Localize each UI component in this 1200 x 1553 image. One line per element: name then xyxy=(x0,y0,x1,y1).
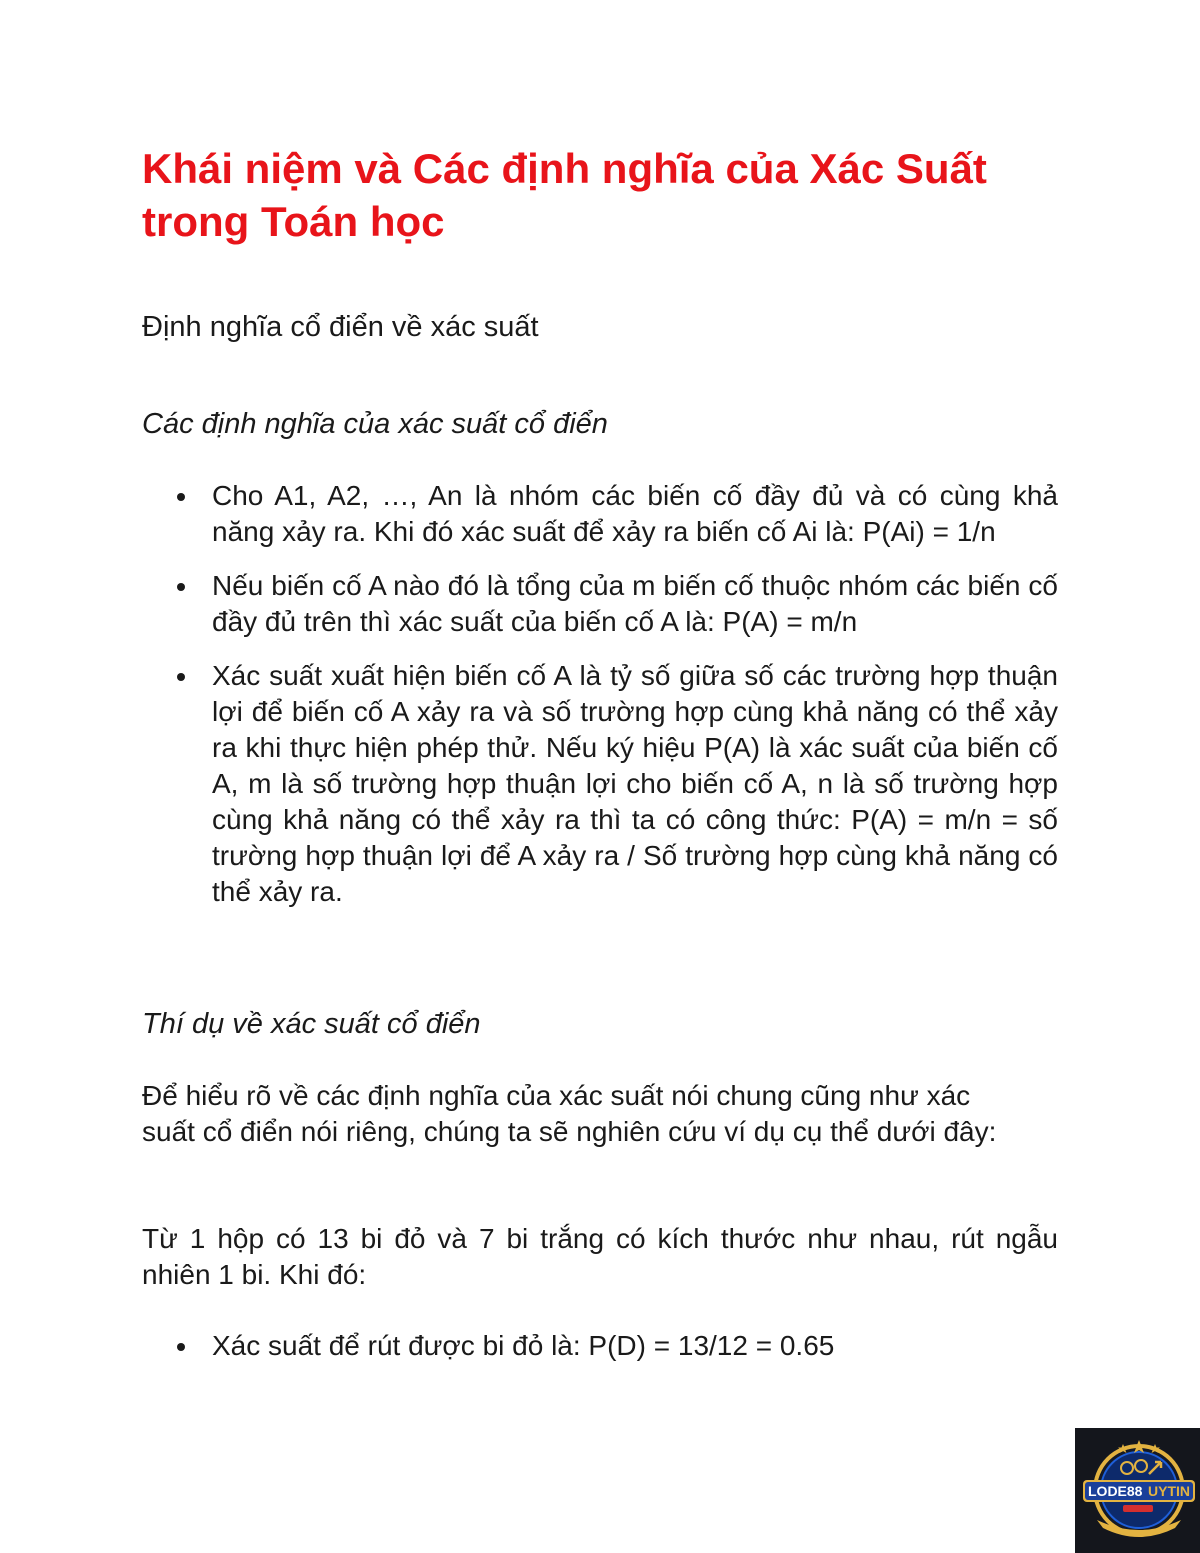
list-item-text: Xác suất xuất hiện biến cố A là tỷ số giữa số các trường hợp thuận lợi để biến cố A xảy ra và số trường hợp cùng khả năng có thể xảy ra khi thực hiện phép thử. Nếu ký hiệu P(A) là xác suất của biến cố A, m là số trường hợp thuận lợi cho biến cố A, n là số trường hợp cùng khả năng có thể xảy ra thì ta có công thức: P(A) = m/n = số trường hợp thuận lợi để A xảy ra / Số trường hợp cùng khả năng có thể xảy ra. xyxy=(212,660,1058,907)
list-item xyxy=(142,478,1058,550)
example-list xyxy=(142,1328,1058,1364)
section-heading-definitions: Các định nghĩa của xác suất cổ điển xyxy=(142,408,608,440)
list-item xyxy=(142,1328,1058,1364)
document-subtitle: Định nghĩa cổ điển về xác suất xyxy=(142,311,539,343)
list-item xyxy=(142,658,1058,910)
lode88uytin-logo xyxy=(1075,1428,1200,1553)
lode88uytin-logo-badge-icon xyxy=(1075,1428,1200,1553)
list-item-text: Nếu biến cố A nào đó là tổng của m biến cố thuộc nhóm các biến cố đầy đủ trên thì xác suất của biến cố A là: P(A) = m/n xyxy=(212,570,1058,637)
bullet-icon xyxy=(177,1343,185,1351)
logo-text-accent: UYTIN xyxy=(1148,1483,1190,1499)
section-heading-example: Thí dụ về xác suất cổ điển xyxy=(142,1008,481,1040)
list-item xyxy=(142,568,1058,640)
logo-text-main: LODE88 xyxy=(1088,1483,1143,1499)
bullet-icon xyxy=(177,673,185,681)
list-item-text: Cho A1, A2, …, An là nhóm các biến cố đầy đủ và có cùng khả năng xảy ra. Khi đó xác suất để xảy ra biến cố Ai là: P(Ai) = 1/n xyxy=(212,480,1058,547)
bullet-icon xyxy=(177,583,185,591)
definitions-list xyxy=(142,478,1058,910)
example-setup-paragraph: Từ 1 hộp có 13 bi đỏ và 7 bi trắng có kích thước như nhau, rút ngẫu nhiên 1 bi. Khi đó: xyxy=(142,1223,1058,1290)
bullet-icon xyxy=(177,493,185,501)
list-item-text: Xác suất để rút được bi đỏ là: P(D) = 13/12 = 0.65 xyxy=(212,1330,835,1361)
example-intro-paragraph: Để hiểu rõ về các định nghĩa của xác suất nói chung cũng như xác suất cổ điển nói riêng, chúng ta sẽ nghiên cứu ví dụ cụ thể dưới đây: xyxy=(142,1080,997,1147)
document-title: Khái niệm và Các định nghĩa của Xác Suất trong Toán học xyxy=(142,145,987,245)
